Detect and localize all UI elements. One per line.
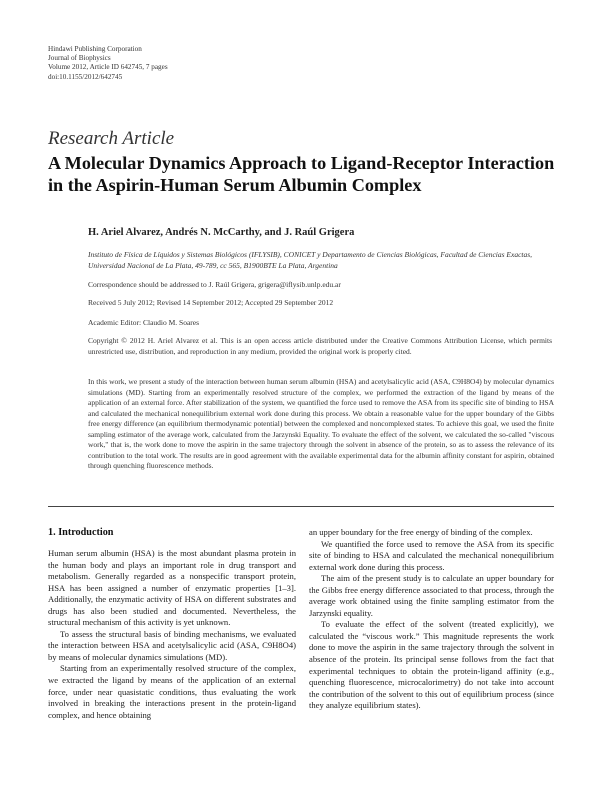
volume-info: Volume 2012, Article ID 642745, 7 pages <box>48 63 168 72</box>
section-heading: 1. Introduction <box>48 527 114 538</box>
section-divider <box>48 506 554 507</box>
paragraph: The aim of the present study is to calculate an upper boundary for the Gibbs free energy difference associated to that process, through the average work obtained using the finite sampling estimator from the Jarzynski equality. <box>309 573 554 618</box>
received-dates: Received 5 July 2012; Revised 14 September 2012; Accepted 29 September 2012 <box>88 298 334 307</box>
journal-name: Journal of Biophysics <box>48 54 111 63</box>
publisher: Hindawi Publishing Corporation <box>48 45 142 53</box>
paragraph: an upper boundary for the free energy of binding of the complex. <box>309 527 533 537</box>
abstract: In this work, we present a study of the interaction between human serum albumin (HSA) and acetylsalicylic acid (ASA, C9H8O4) by molecular dynamics simulations (MD). Starting from an experimentally resolved structure of the complex, we performed the extraction of the ligand by means of the application of an external force. After stabilization of the system, we quantified the force used to remove the ASA from its specific site of binding to HSA and calculated the mechanical nonequilibrium external work done during this process. We obtain a reasonable value for the upper boundary of the Gibbs free energy difference (an equilibrium thermodynamic potential) between the complexed and noncomplexed states. To achieve this goal, we used the finite sampling estimator of the average work, calculated from the Jarzynski Equality. To evaluate the effect of the solvent, we calculated the so-called "viscous work," that is, the work done to move the aspirin in the same trajectory through the solvent in absence of the protein, so as to assess the relevance of its contribution to the total work. The results are in good agreement with the available experimental data for the albumin affinity constant for aspirin, obtained through quenching fluorescence methods. <box>88 377 554 471</box>
column-left <box>48 548 296 721</box>
correspondence: Correspondence should be addressed to J. Raúl Grigera, grigera@iflysib.unlp.edu.ar <box>88 280 341 289</box>
paper-title: A Molecular Dynamics Approach to Ligand-Receptor Interaction in the Aspirin-Human Serum Albumin Complex <box>48 153 555 195</box>
article-type: Research Article <box>48 128 175 149</box>
paragraph: To evaluate the effect of the solvent (treated explicitly), we calculated the “viscous work.” This magnitude represents the work done to move the aspirin in the same trajectory through the solvent in absence of the protein. Its principal sense follows from the fact that experimental techniques to obtain the protein-ligand affinity (e.g., quenching fluorescence, microcalorimetry) do not take into account the contribution of the solvent to this out of equilibrium process (since they analyze equilibrium states). <box>309 619 554 711</box>
paragraph: Starting from an experimentally resolved structure of the complex, we extracted the ligand by means of the application of an external force, under near quasistatic conditions, thus evaluating the work involved in breaking the interactions present in the protein-ligand complex, and hence obtaining <box>48 663 296 720</box>
copyright-notice: Copyright © 2012 H. Ariel Alvarez et al. This is an open access article distributed under the Creative Commons Attribution License, which permits unrestricted use, distribution, and reproduction in any medium, provided the original work is properly cited. <box>88 336 552 356</box>
authors: H. Ariel Alvarez, Andrés N. McCarthy, and J. Raúl Grigera <box>88 227 355 238</box>
paragraph: We quantified the force used to remove the ASA from its specific site of binding to HSA and calculated the mechanical nonequilibrium external work done during this process. <box>309 538 554 572</box>
paragraph: To assess the structural basis of binding mechanisms, we evaluated the interaction between HSA and acetylsalicylic acid (ASA, C9H8O4) by means of molecular dynamics simulations (MD). <box>48 628 296 662</box>
doi: doi:10.1155/2012/642745 <box>48 72 123 81</box>
paragraph: Human serum albumin (HSA) is the most abundant plasma protein in the human body and plays an important role in drug transport and metabolism. Generally regarded as a nonspecific transport protein, HSA has been assigned a number of enzymatic properties [1–3]. Additionally, the enzymatic activity of HSA on different substrates and drugs has also been studied and documented. Nevertheless, the structural mechanism of this activity is yet unknown. <box>48 548 296 628</box>
affiliation: Instituto de Física de Líquidos y Sistemas Biológicos (IFLYSIB), CONICET y Departamento de Ciencias Biológicas, Facultad de Ciencias Exactas, Universidad Nacional de La Plata, 49-789, cc 565, B1900BTE La Plata, Argentina <box>88 250 533 270</box>
journal-header <box>48 45 168 82</box>
academic-editor: Academic Editor: Claudio M. Soares <box>88 318 200 327</box>
column-right <box>309 527 554 712</box>
